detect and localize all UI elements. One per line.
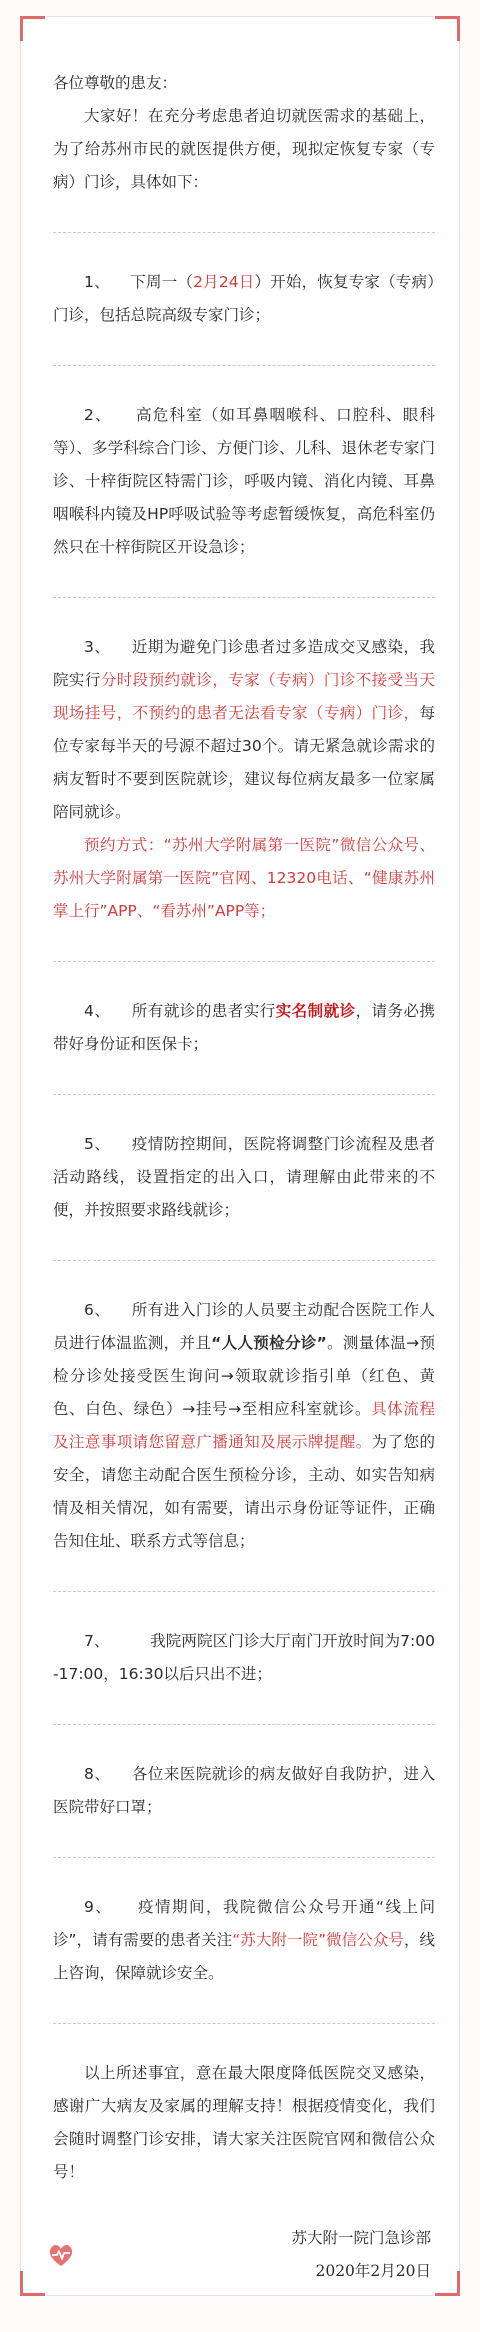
item-text: 高危科室（如耳鼻咽喉科、口腔科、眼科等）、多学科综合门诊、方便门诊、儿科、退休老专家门诊、十梓街院区特需门诊，呼吸内镜、消化内镜、耳鼻咽喉科内镜及HP呼吸试验等考虑暂缓恢复，高危科室仍然只在十梓街院区开设急诊； bbox=[53, 406, 435, 556]
item-number: 9、 bbox=[84, 1898, 113, 1916]
item-4 bbox=[53, 995, 435, 1095]
resume-date: 2月24日 bbox=[193, 273, 255, 291]
item-text: 下周一（ bbox=[130, 273, 194, 291]
item-8 bbox=[53, 1758, 435, 1858]
real-name-rule: 实名制就诊 bbox=[275, 1002, 356, 1020]
item-3-body bbox=[53, 631, 435, 829]
item-6 bbox=[53, 1294, 435, 1592]
item-9 bbox=[53, 1891, 435, 2024]
item-text: 各位来医院就诊的病友做好自我防护，进入医院带好口罩； bbox=[53, 1765, 435, 1816]
frame-corner bbox=[435, 16, 460, 41]
item-7 bbox=[53, 1625, 435, 1725]
salutation: 各位尊敬的患友： bbox=[53, 74, 178, 92]
item-text: ，线上咨询，保障就诊安全。 bbox=[53, 1931, 435, 1982]
item-number: 6、 bbox=[84, 1301, 111, 1319]
item-text: 为了您的安全，请您主动配合医生预检分诊，主动、如实告知病情及相关情况，如有需要，请出示身份证等证件，正确告知住址、联系方式等信息； bbox=[53, 1433, 435, 1550]
item-text: ）开始，恢复专家（专病）门诊，包括总院高级专家门诊； bbox=[53, 273, 435, 324]
item-number: 1、 bbox=[84, 273, 110, 291]
item-text: 所有进入门诊的人员要主动配合医院工作人员进行体温监测，并且 bbox=[53, 1301, 435, 1352]
item-text: 。测量体温→预检分诊处接受医生询问→领取就诊指引单（红色、黄色、白色、绿色）→挂号→至相应科室就诊。 bbox=[53, 1334, 435, 1418]
notice-date: 2020年2月20日 bbox=[315, 2262, 431, 2280]
triage-slogan: “人人预检分诊” bbox=[211, 1334, 327, 1352]
item-text: 所有就诊的患者实行 bbox=[131, 1002, 276, 1020]
broadcast-notice: 具体流程及注意事项请您留意广播通知及展示牌提醒。 bbox=[53, 1400, 435, 1451]
item-5 bbox=[53, 1128, 435, 1261]
item-text: ，请务必携带好身份证和医保卡； bbox=[53, 1002, 435, 1053]
wechat-account: “苏大附一院”微信公众号 bbox=[232, 1931, 404, 1949]
booking-methods: 预约方式：“苏州大学附属第一医院”微信公众号、苏州大学附属第一医院”官网、12320电话、“健康苏州掌上行”APP、“看苏州”APP等； bbox=[53, 836, 435, 920]
item-3 bbox=[53, 631, 435, 962]
item-number: 3、 bbox=[84, 638, 111, 656]
frame-corner bbox=[20, 2271, 45, 2296]
notice-card bbox=[20, 16, 460, 2296]
item-text: 疫情期间，我院微信公众号开通“线上问诊”，请有需要的患者关注 bbox=[53, 1898, 435, 1949]
item-number: 4、 bbox=[84, 1002, 111, 1020]
signature: 苏大附一院门急诊部 bbox=[291, 2229, 431, 2247]
item-number: 7、 bbox=[84, 1632, 110, 1650]
item-number: 2、 bbox=[84, 406, 112, 424]
appointment-rule: 分时段预约就诊，专家（专病）门诊不接受当天现场挂号，不预约的患者无法看专家（专病）门诊， bbox=[53, 671, 435, 722]
frame-corner bbox=[20, 16, 45, 41]
item-text: 每位专家每半天的号源不超过30个。请无紧急就诊需求的病友暂时不要到医院就诊，建议每位病友最多一位家属陪同就诊。 bbox=[53, 704, 435, 821]
item-2 bbox=[53, 399, 435, 598]
item-number: 8、 bbox=[84, 1765, 111, 1783]
intro-paragraph: 大家好！在充分考虑患者迫切就医需求的基础上，为了给苏州市民的就医提供方便，现拟定恢复专家（专病）门诊，具体如下： bbox=[53, 100, 435, 233]
item-number: 5、 bbox=[84, 1135, 111, 1153]
heart-ecg-icon bbox=[47, 2241, 75, 2269]
item-text: 我院两院区门诊大厅南门开放时间为7:00-17:00，16:30以后只出不进； bbox=[53, 1632, 435, 1683]
item-text: 疫情防控期间，医院将调整门诊流程及患者活动路线，设置指定的出入口，请理解由此带来的不便，并按照要求路线就诊； bbox=[53, 1135, 435, 1219]
item-text: 近期为避免门诊患者过多造成交叉感染，我院实行 bbox=[53, 638, 435, 689]
closing-paragraph: 以上所述事宜，意在最大限度降低医院交叉感染，感谢广大病友及家属的理解支持！根据疫情变化，我们会随时调整门诊安排，请大家关注医院官网和微信公众号！ bbox=[53, 2064, 435, 2181]
item-1 bbox=[53, 266, 435, 366]
frame-corner bbox=[435, 2271, 460, 2296]
